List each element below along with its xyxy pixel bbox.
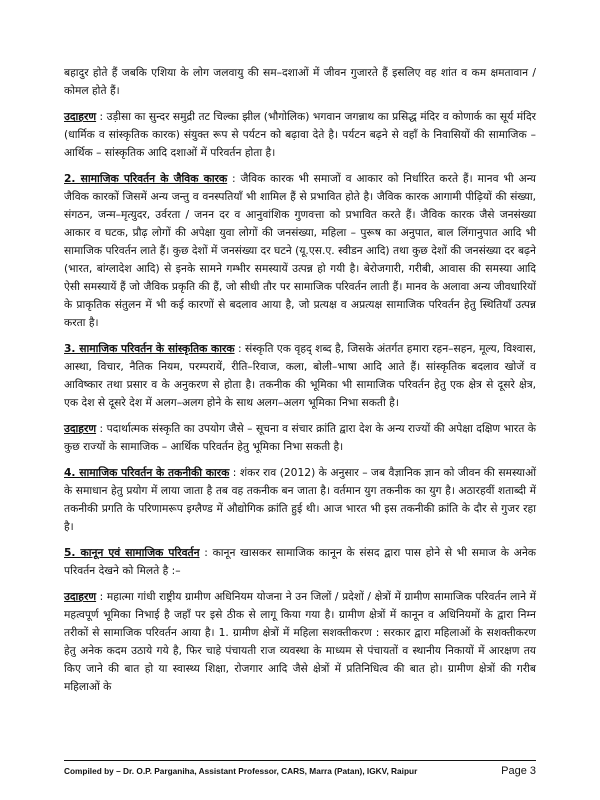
paragraph-text: : संस्कृति एक वृहद् शब्द है, जिसके अंतर्गत हमारा रहन–सहन, मूल्य, विश्वास, आस्था, विचार, नैतिक नियम, परम्परायें, रीति–रिवाज, कला, बोली–भाषा आदि आते हैं। सांस्कृतिक बदलाव खोजें व आविष्कार तथा प्रसार व के अनुकरण से होता है। तकनीक की भूमिका भी सामाजिक परिवर्तन हेतु एक क्षेत्र से दूसरे क्षेत्र, एक देश से दूसरे देश में अलग–अलग होने के साथ अलग–अलग भूमिका निभा सकती है। xyxy=(64,342,537,409)
paragraph-heading: 4. सामाजिक परिवर्तन के तकनीकी कारक xyxy=(64,466,230,479)
paragraph-2 xyxy=(64,108,536,162)
paragraph-heading: 3. सामाजिक परिवर्तन के सांस्कृतिक कारक xyxy=(64,342,235,355)
paragraph-8 xyxy=(64,588,536,696)
page-number: Page 3 xyxy=(501,765,536,777)
paragraph-heading: उदाहरण xyxy=(64,110,97,123)
paragraph-text: : कानून खासकर सामाजिक कानून के संसद द्वारा पास होने से भी समाज के अनेक परिवर्तन देखने को मिलते है :– xyxy=(64,546,536,577)
paragraph-1 xyxy=(64,64,536,100)
paragraph-7 xyxy=(64,544,536,580)
paragraph-text: : शंकर राव (2012) के अनुसार – जब वैज्ञानिक ज्ञान को जीवन की समस्याओं के समाधान हेतु प्रयोग में लाया जाता है तब वह तकनीक बन जाता है। वर्तमान युग तकनीक का युग है। अठारहवीं शताब्दी में तकनीकी प्रगति के परिणामरूप इग्लैण्ड में औद्योगिक क्रांति हुई थी। आज भारत भी इस तकनीकी क्रांति के दौर से गुजर रहा है। xyxy=(64,466,537,533)
paragraph-6 xyxy=(64,464,536,536)
paragraph-heading: 2. सामाजिक परिवर्तन के जैविक कारक xyxy=(64,172,228,185)
paragraph-3 xyxy=(64,170,536,332)
paragraph-heading: 5. कानून एवं सामाजिक परिवर्तन xyxy=(64,546,200,559)
paragraph-text: : उड़ीसा का सुन्दर समुद्री तट चिल्का झील (भौगोलिक) भगवान जगन्नाथ का प्रसिद्ध मंदिर व कोणार्क का सूर्य मंदिर (धार्मिक व सांस्कृतिक कारक) संयुक्त रूप से पर्यटन को बढ़ावा देते है। पर्यटन बढ़ने से वहाँ के निवासियों की सामाजिक – आर्थिक – सांस्कृतिक आदि दशाओं में परिवर्तन होता है। xyxy=(64,110,536,159)
paragraph-4 xyxy=(64,340,536,412)
body-text xyxy=(64,64,536,696)
footer-credit: Compiled by – Dr. O.P. Parganiha, Assistant Professor, CARS, Marra (Patan), IGKV, Raipur xyxy=(64,766,418,776)
page-footer xyxy=(64,760,536,777)
paragraph-text: : जैविक कारक भी समाजों व आकार को निर्धारित करते हैं। मानव भी अन्य जैविक कारकों जिसमें अन्य जन्तु व वनस्पतियाँ भी शामिल हैं से प्रभावित होते है। जैविक कारक आगामी पीढ़ियों की संख्या, संगठन, जन्म–मृत्युदर, उर्वरता / जनन दर व आनुवांशिक गुणवत्ता को प्रभावित करते हैं। जैविक कारक जैसे जनसंख्या आकार व घटक, प्रौढ़ लोगों की अपेक्षा युवा लोगों की जनसंख्या, महिला – पुरूष का अनुपात, बाल लिंगानुपात आदि भी सामाजिक परिवर्तन लाते हैं। कुछ देशों में जनसंख्या दर घटने (यू.एस.ए. स्वीडन आदि) तथा कुछ देशों की जनसंख्या दर बढ़ने (भारत, बांग्लादेश आदि) से इनके सामने गम्भीर समस्यायें उत्पन्न हो गयी है। बेरोजगारी, गरीबी, आवास की समस्या आदि ऐसी समस्यायें हैं जो जैविक प्रकृति की हैं, जो सीधी तौर पर सामाजिक परिवर्तन लाती हैं। मानव के अलावा अन्य जीवधारियों के प्राकृतिक संतुलन में भी कई कारणों से बदलाव आया है, जो प्रत्यक्ष व अप्रत्यक्ष सामाजिक परिवर्तन हेतु स्थितियाँ उत्पन्न करता है। xyxy=(64,172,536,329)
paragraph-text: : महात्मा गांधी राष्ट्रीय ग्रामीण अधिनियम योजना ने उन जिलों / प्रदेशों / क्षेत्रों में ग्रामीण सामाजिक परिवर्तन लाने में महत्वपूर्ण भूमिका निभाई है जहाँ पर इसे ठीक से लागू किया गया है। ग्रामीण क्षेत्रों में कानून व अधिनियमों के द्वारा निम्न तरीकों से सामाजिक परिवर्तन आया है। 1. ग्रामीण क्षेत्रों में महिला सशक्तीकरण : सरकार द्वारा महिलाओं के सशक्तीकरण हेतु अनेक कदम उठाये गये है, फिर चाहे पंचायती राज व्यवस्था के माध्यम से पंचायतों व स्थानीय निकायों में आरक्षण तय किए जाने की बात हो या स्वास्थ्य शिक्षा, रोजगार आदि जैसे क्षेत्रों में प्रतिनिधित्व की बात हो। ग्रामीण क्षेत्रों की गरीब महिलाओं के xyxy=(64,590,536,693)
paragraph-text: : पदार्थात्मक संस्कृति का उपयोग जैसे – सूचना व संचार क्रांति द्वारा देश के अन्य राज्यों की अपेक्षा दक्षिण भारत के कुछ राज्यों के सामाजिक – आर्थिक परिवर्तन हेतु भूमिका निभा सकती है। xyxy=(64,422,536,453)
paragraph-heading: उदाहरण xyxy=(64,422,97,435)
paragraph-5 xyxy=(64,420,536,456)
paragraph-text: बहादुर होते हैं जबकि एशिया के लोग जलवायु की सम–दशाओं में जीवन गुजारते हैं इसलिए वह शांत व कम क्षमतावान / कोमल होते हैं। xyxy=(64,66,536,97)
paragraph-heading: उदाहरण xyxy=(64,590,97,603)
